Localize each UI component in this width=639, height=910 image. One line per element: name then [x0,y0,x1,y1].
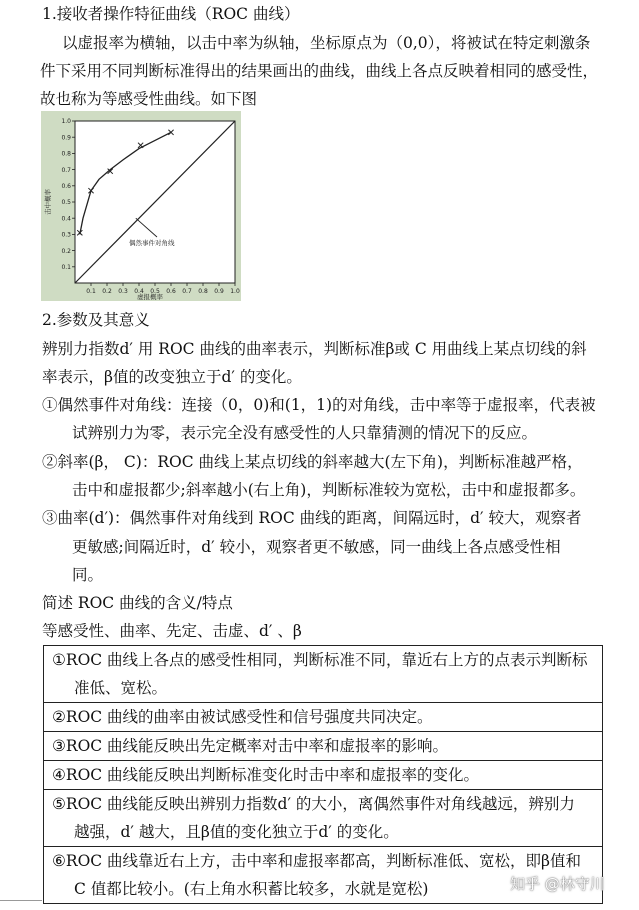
x-tick-label: 0.3 [118,288,128,295]
paragraph-line: 辨别力指数d′ 用 ROC 曲线的曲率表示，判断标准β或 C 用曲线上某点切线的斜 [42,340,587,358]
x-tick-label: 0.4 [134,288,144,295]
y-tick-label: 0.8 [61,150,71,158]
y-tick-label: 0.6 [61,183,71,190]
table-cell: ⑤ROC 曲线能反映出辨别力指数d′ 的大小，离偶然事件对角线越远，辨别力 [52,795,575,813]
table-row [44,731,602,760]
y-tick-label: 0.5 [61,199,71,207]
table-row [44,702,602,731]
x-tick-label: 0.6 [166,288,176,295]
y-tick-label: 0.9 [61,134,71,142]
list-item-3: ③曲率(d′)：偶然事件对角线到 ROC 曲线的距离，间隔远时，d′ 较大，观察者 [42,509,582,527]
section-2-title: 2.参数及其意义 [42,311,150,329]
y-tick-label: 0.7 [61,166,71,174]
paragraph-line: 件下采用不同判断标准得出的结果画出的曲线，曲线上各点反映着相同的感受性， [40,62,599,80]
summary-title: 简述 ROC 曲线的含义/特点 [42,594,233,612]
list-item-2: ②斜率(β， C)：ROC 曲线上某点切线的斜率越大(左下角)，判断标准越严格， [42,453,583,471]
list-item-1: ①偶然事件对角线：连接（0，0)和(1，1)的对角线，击中率等于虚报率，代表被 [42,396,596,414]
table-cell: 越强，d′ 越大，且β值的变化独立于d′ 的变化。 [74,823,399,841]
y-axis-label: 击中概率 [44,189,52,215]
table-row [44,760,602,789]
table-cell: 准低、宽松。 [74,679,168,697]
y-tick-label: 0.3 [61,231,71,239]
x-tick-label: 0.9 [214,288,224,295]
roc-figure [41,111,241,301]
paragraph-line: 以虚报率为横轴，以击中率为纵轴，坐标原点为（0,0），将被试在特定刺激条 [62,34,591,52]
table-cell: ④ROC 曲线能反映出判断标准变化时击中率和虚报率的变化。 [52,766,480,784]
y-tick-label: 1.0 [61,118,71,126]
x-tick-label: 0.1 [86,288,96,295]
table-cell: ③ROC 曲线能反映出先定概率对击中率和虚报率的影响。 [52,737,449,755]
list-item-1-cont: 试辨别力为零，表示完全没有感受性的人只靠猜测的情况下的反应。 [72,424,538,442]
table-cell: ⑥ROC 曲线靠近右上方，击中率和虚报率都高，判断标准低、宽松，即β值和 [52,852,582,870]
y-tick-label: 0.1 [61,264,71,271]
roc-chart [41,111,241,301]
section-1-title: 1.接收者操作特征曲线（ROC 曲线） [42,5,300,23]
x-tick-label: 0.8 [198,288,208,295]
x-tick-label: 0.5 [150,288,160,295]
list-item-3-cont: 同。 [72,566,104,584]
paragraph-line: 故也称为等感受性曲线。如下图 [40,90,258,108]
x-tick-label: 0.7 [182,288,192,295]
list-item-3-cont: 更敏感;间隔近时，d′ 较小，观察者更不敏感，同一曲线上各点感受性相 [72,538,561,556]
x-axis-label: 虚报概率 [137,293,163,301]
table-row [44,645,602,702]
annotation-label: 偶然事件对角线 [129,239,175,247]
features-table [43,645,603,904]
y-tick-label: 0.2 [61,247,71,255]
table-cell: ②ROC 曲线的曲率由被试感受性和信号强度共同决定。 [52,708,433,726]
x-tick-label: 0.2 [102,288,112,295]
y-tick-label: 0.4 [61,215,71,223]
keywords-line: 等感受性、曲率、先定、击虚、d′ 、β [42,622,302,640]
watermark: 知乎 @林守川 [510,875,605,893]
table-cell: C 值都比较小。(右上角水积蓄比较多，水就是宽松) [74,880,429,898]
x-tick-label: 1.0 [230,288,240,295]
paragraph-line: 率表示，β值的改变独立于d′ 的变化。 [42,368,302,386]
table-row [44,789,602,846]
list-item-2-cont: 击中和虚报都少;斜率越小(右上角)，判断标准较为宽松，击中和虚报都多。 [72,481,586,499]
table-cell: ①ROC 曲线上各点的感受性相同，判断标准不同，靠近右上方的点表示判断标 [52,651,588,669]
